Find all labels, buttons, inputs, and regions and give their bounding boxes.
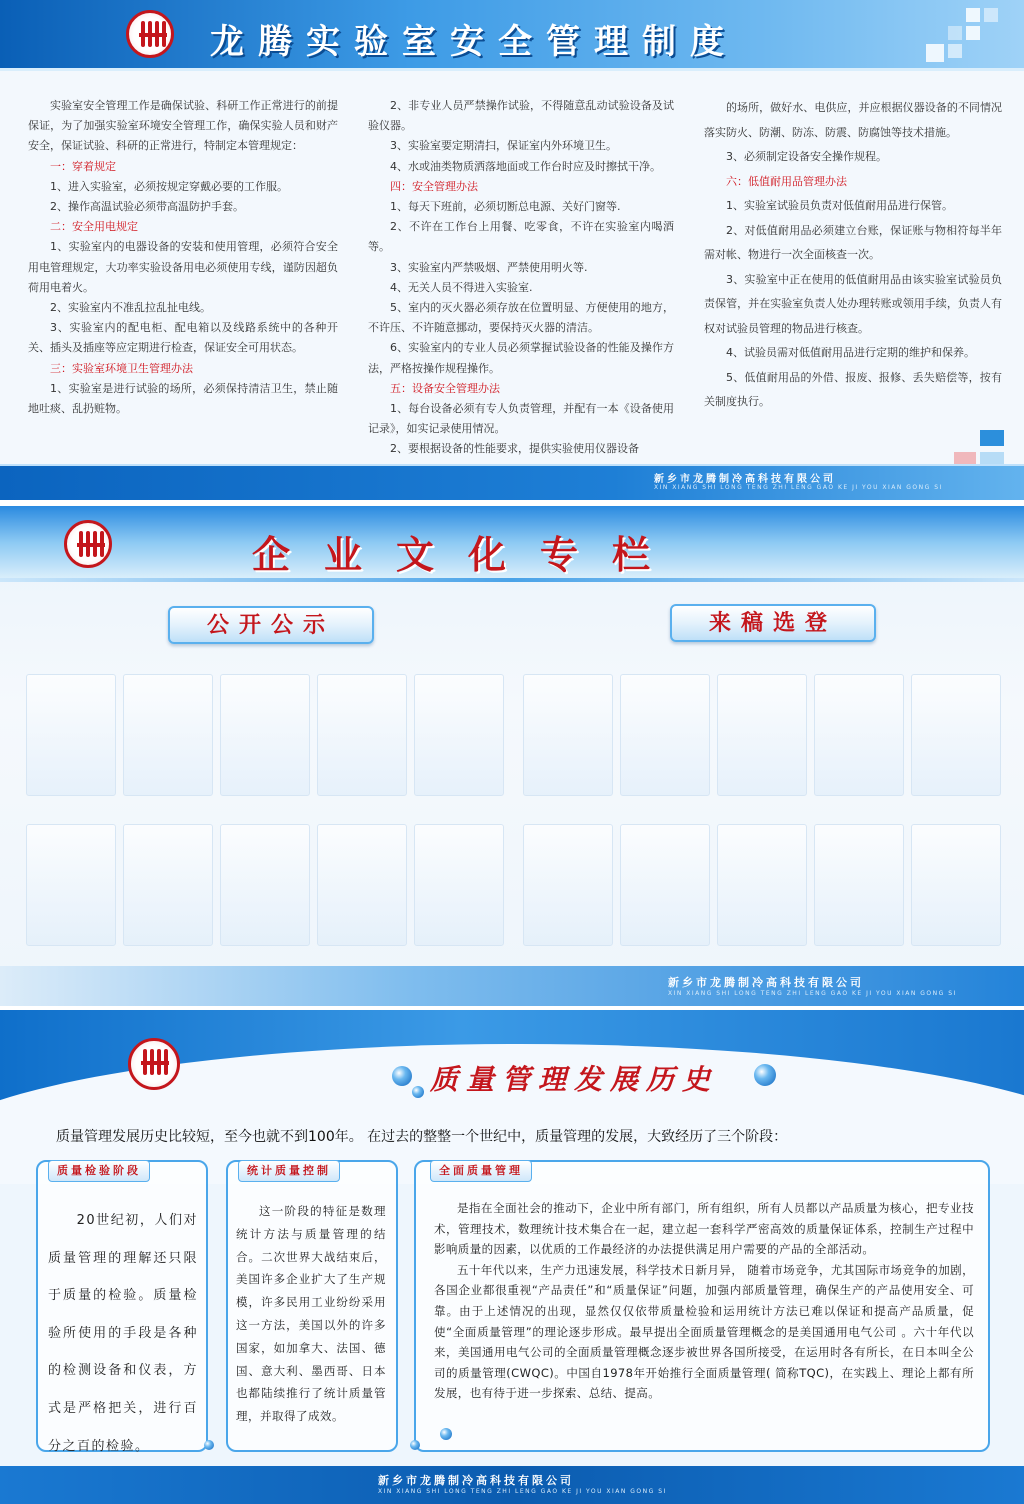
stage-text: 这一阶段的特征是数理统计方法与质量管理的结合。二次世界大战结束后，美国许多企业扩大了生产规模，许多民用工业纷纷采用这一方法，美国以外的许多国家，如加拿大、法国、德国、意大利、墨西哥、日本也都陆续推行了统计质量管理，并取得了成效。 [236,1204,386,1424]
stage-title: 质量检验阶段 [48,1160,150,1182]
stage-box-statistical [226,1160,398,1452]
regulation-item: 5、低值耐用品的外借、报废、报修、丢失赔偿等，按有关制度执行。 [704,370,1002,408]
company-name-pinyin: XIN XIANG SHI LONG TENG ZHI LENG GAO KE JI YOU XIAN GONG SI [378,1488,667,1495]
section-heading: 六：低值耐用品管理办法 [726,174,847,188]
display-slot [814,824,904,946]
company-logo-icon [64,520,112,568]
bullet-dot-icon [412,1086,424,1098]
quality-history-panel [0,1010,1024,1504]
display-slot [523,824,613,946]
company-logo-icon [126,10,174,58]
regulation-item: 的场所，做好水、电供应，并应根据仪器设备的不同情况落实防火、防潮、防冻、防震、防腐蚀等技术措施。 [704,101,1002,139]
public-notice-label: 公开公示 [168,606,374,644]
footer-bar [0,1466,1024,1504]
stage-text: 20世纪初，人们对质量管理的理解还只限于质量的检验。质量检验所使用的手段是各种的检测设备和仪表，方式是严格把关，进行百分之百的检验。 [48,1213,198,1454]
display-slot [123,824,213,946]
regulation-item: 2、实验室内不准乱拉乱扯电线。 [50,301,211,315]
company-name-pinyin: XIN XIANG SHI LONG TENG ZHI LENG GAO KE JI YOU XIAN GONG SI [668,990,957,997]
regulation-item: 1、实验室是进行试验的场所，必须保持清洁卫生，禁止随地吐痰、乱扔赃物。 [28,381,338,416]
regulation-item: 1、实验室试验员负责对低值耐用品进行保管。 [726,199,953,212]
regulation-item: 4、水或油类物质洒落地面或工作台时应及时擦拭干净。 [390,159,661,173]
display-slot [814,674,904,796]
text-column-2 [368,96,674,460]
text-column-1 [28,96,338,419]
bullet-dot-icon [204,1440,214,1450]
regulation-item: 2、要根据设备的性能要求，提供实验使用仪器设备 [390,442,639,456]
bullet-dot-icon [440,1428,452,1440]
display-slot [414,674,504,796]
company-name: 新乡市龙腾制冷高科技有限公司 [654,474,836,485]
regulation-item: 3、必须制定设备安全操作规程。 [726,150,887,163]
bullet-dot-icon [754,1064,776,1086]
regulation-item: 3、实验室中正在使用的低值耐用品由该实验室试验员负责保管，并在实验室负责人处办理转账或领用手续，负责人有权对试验员管理的物品进行核查。 [704,272,1002,335]
display-slot [220,674,310,796]
display-slot [220,824,310,946]
display-slot [620,824,710,946]
regulation-item: 1、每台设备必须有专人负责管理，并配有一本《设备使用记录》，如实记录使用情况。 [368,402,674,436]
culture-panel [0,506,1024,1006]
regulation-text [0,96,1024,466]
company-logo-icon [128,1038,180,1090]
regulation-item: 1、实验室内的电器设备的安装和使用管理，必须符合安全用电管理规定，大功率实验设备用电必须使用专线，谨防因超负荷用电着火。 [28,240,338,294]
footer-bar [0,466,1024,500]
company-name: 新乡市龙腾制冷高科技有限公司 [378,1474,574,1487]
section-heading: 三：实验室环境卫生管理办法 [50,361,193,375]
display-slot [717,824,807,946]
regulation-item: 3、实验室内严禁吸烟、严禁使用明火等. [390,260,588,274]
regulation-item: 5、室内的灭火器必须存放在位置明显、方便使用的地方，不许压、不许随意挪动，要保持灭火器的清洁。 [368,301,674,335]
decorative-squares [926,8,1006,63]
regulation-item: 1、进入实验室，必须按规定穿戴必要的工作服。 [50,179,288,193]
footer-bar [0,966,1024,1006]
section-heading: 四：安全管理办法 [390,179,478,193]
stage-box-inspection [36,1160,208,1452]
display-slot [523,674,613,796]
stage-title: 统计质量控制 [238,1160,340,1182]
display-slot [123,674,213,796]
regulation-item: 4、试验员需对低值耐用品进行定期的维护和保养。 [726,346,975,359]
display-slot [26,674,116,796]
display-slot [911,824,1001,946]
regulation-item: 4、无关人员不得进入实验室. [390,280,533,294]
stage-title: 全面质量管理 [430,1160,532,1182]
bullet-dot-icon [410,1440,420,1450]
submissions-label: 来稿选登 [670,604,876,642]
lab-safety-panel [0,0,1024,500]
section-heading: 一：穿着规定 [50,159,116,173]
stage-box-total-quality [414,1160,990,1452]
regulation-item: 2、操作高温试验必须带高温防护手套。 [50,200,244,214]
regulation-item: 1、每天下班前，必须切断总电源、关好门窗等. [390,200,621,214]
text-column-3 [704,96,1002,415]
bullet-dot-icon [392,1066,412,1086]
panel-title: 质量管理发展历史 [430,1063,719,1096]
panel-title: 龙腾实验室安全管理制度 [210,22,738,62]
intro-text: 质量管理发展历史比较短，至今也就不到100年。 在过去的整整一个世纪中，质量管理的发展，大致经历了三个阶段： [56,1129,788,1145]
display-slot [317,674,407,796]
section-heading: 二：安全用电规定 [50,220,138,234]
regulation-item: 2、对低值耐用品必须建立台账，保证账与物相符每半年需对帐、物进行一次全面核查一次。 [704,223,1002,261]
regulation-item: 6、实验室内的专业人员必须掌握试验设备的性能及操作方法，严格按操作规程操作。 [368,341,674,375]
display-slot [717,674,807,796]
company-name-pinyin: XIN XIANG SHI LONG TENG ZHI LENG GAO KE JI YOU XIAN GONG SI [654,484,943,491]
display-slot [26,824,116,946]
company-name: 新乡市龙腾制冷高科技有限公司 [668,976,864,989]
regulation-item: 3、实验室内的配电柜、配电箱以及线路系统中的各种开关、插头及插座等应定期进行检查，保证安全可用状态。 [28,321,338,355]
regulation-item: 3、实验室要定期清扫，保证室内外环境卫生。 [390,139,617,153]
regulation-item: 2、非专业人员严禁操作试验，不得随意乱动试验设备及试验仪器。 [368,99,674,133]
section-heading: 五：设备安全管理办法 [390,381,500,395]
panel-title: 企业文化专栏 [252,532,685,577]
display-slot [620,674,710,796]
display-slot [911,674,1001,796]
regulation-item: 2、不许在工作台上用餐、吃零食，不许在实验室内喝酒等。 [368,220,674,254]
regulation-item: 实验室安全管理工作是确保试验、科研工作正常进行的前提保证，为了加强实验室环境安全管理工作，确保实验人员和财产安全，保证试验、科研的正常进行，特制定本管理规定： [28,99,338,153]
stage-text: 是指在全面社会的推动下，企业中所有部门，所有组织，所有人员都以产品质量为核心，把专业技术，管理技术，数理统计技术集合在一起，建立起一套科学严密高效的质量保证体系，控制生产过程中影响质量的因素，以优质的工作最经济的办法提供满足用户需要的产品的全部活动。 五十年代以来，生产力迅速发展，科学技术日新月异， 随着市场竞争，尤其国际市场竞争的加剧，各国企业都很重视“产品责任”和“质量保证”问题，加强内部质量管理，确保生产的产品使用安全、可靠。由于上述情况的出现，显然仅仅依带质量检验和运用统计方法已难以保证和提高产品质量，促使“全面质量管理”的理论逐步形成。最早提出全面质量管理概念的是美国通用电气公司 。六十年代以来，美国通用电气公司的全面质量管理概念逐步被世界各国所接受，在运用时各有所长，在日本叫全公司的质量管理(CWQC)。中国自1978年开始推行全面质量管理( 简称TQC)，在实践上、理论上都有所发展，也有待于进一步探索、总结、提高。 [434,1201,974,1401]
display-slot [414,824,504,946]
display-slot [317,824,407,946]
